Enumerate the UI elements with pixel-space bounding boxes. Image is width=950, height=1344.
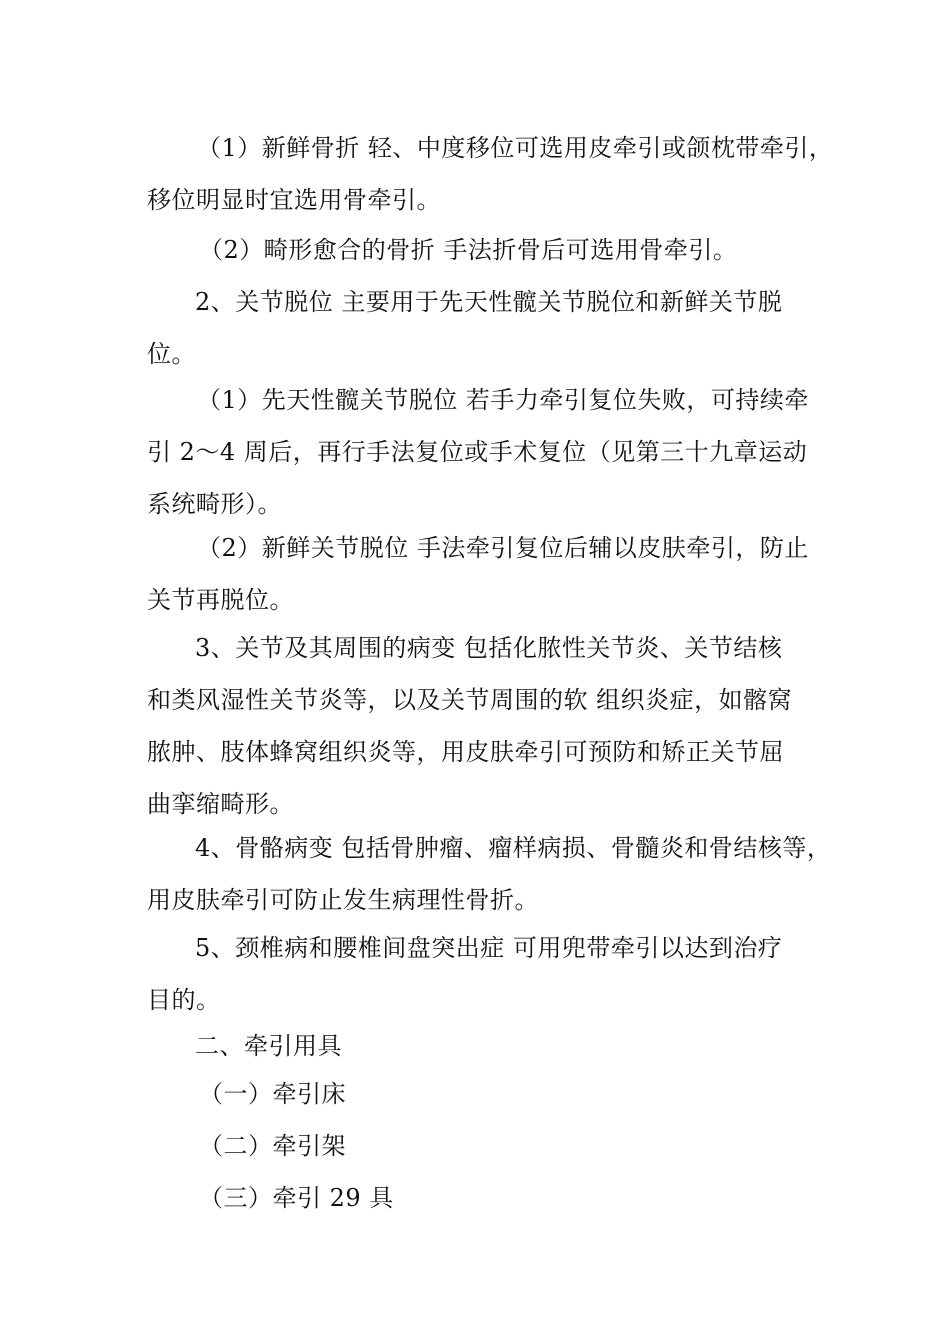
paragraph-fresh-fracture <box>147 122 834 226</box>
text-line: 关节再脱位。 <box>147 586 294 614</box>
text-line: 用皮肤牵引可防止发生病理性骨折。 <box>147 886 539 914</box>
paragraph-bone-lesions <box>147 822 832 926</box>
text-line: （2）新鲜关节脱位 手法牵引复位后辅以皮肤牵引，防止 <box>197 534 809 562</box>
paragraph-congenital-hip <box>147 374 827 530</box>
text-line: （1）新鲜骨折 轻、中度移位可选用皮牵引或颌枕带牵引， <box>197 134 834 162</box>
text-line: 位。 <box>147 340 196 368</box>
paragraph-joint-dislocation <box>147 276 827 380</box>
paragraph-fresh-dislocation <box>147 522 827 626</box>
paragraph-cervical-lumbar <box>147 922 827 1026</box>
text-line: 系统畸形）。 <box>147 490 282 518</box>
paragraph-malunion-fracture <box>147 224 827 276</box>
list-item: （一）牵引床 <box>199 1080 346 1108</box>
section-title: 二、牵引用具 <box>195 1032 342 1060</box>
text-line: 引 2～4 周后，再行手法复位或手术复位（见第三十九章运动 <box>147 438 808 466</box>
text-line: 5、颈椎病和腰椎间盘突出症 可用兜带牵引以达到治疗 <box>195 934 783 962</box>
text-line: 4、骨骼病变 包括骨肿瘤、瘤样病损、骨髓炎和骨结核等， <box>195 834 832 862</box>
text-line: （2）畸形愈合的骨折 手法折骨后可选用骨牵引。 <box>199 236 738 264</box>
list-item: （二）牵引架 <box>199 1132 346 1160</box>
text-line: 3、关节及其周围的病变 包括化脓性关节炎、关节结核 <box>195 634 783 662</box>
text-line: 移位明显时宜选用骨牵引。 <box>147 186 441 214</box>
list-traction-tools <box>147 1068 827 1224</box>
text-line: （1）先天性髋关节脱位 若手力牵引复位失败，可持续牵 <box>197 386 809 414</box>
text-line: 2、关节脱位 主要用于先天性髋关节脱位和新鲜关节脱 <box>195 288 783 316</box>
paragraph-joint-lesions <box>147 622 827 830</box>
section-heading-traction-tools <box>147 1020 827 1072</box>
text-line: 曲挛缩畸形。 <box>147 790 294 818</box>
list-item: （三）牵引 29 具 <box>199 1184 394 1212</box>
text-line: 和类风湿性关节炎等，以及关节周围的软 组织炎症，如髂窝 <box>147 686 793 714</box>
text-line: 目的。 <box>147 986 221 1014</box>
text-line: 脓肿、肢体蜂窝组织炎等，用皮肤牵引可预防和矫正关节屈 <box>147 738 784 766</box>
